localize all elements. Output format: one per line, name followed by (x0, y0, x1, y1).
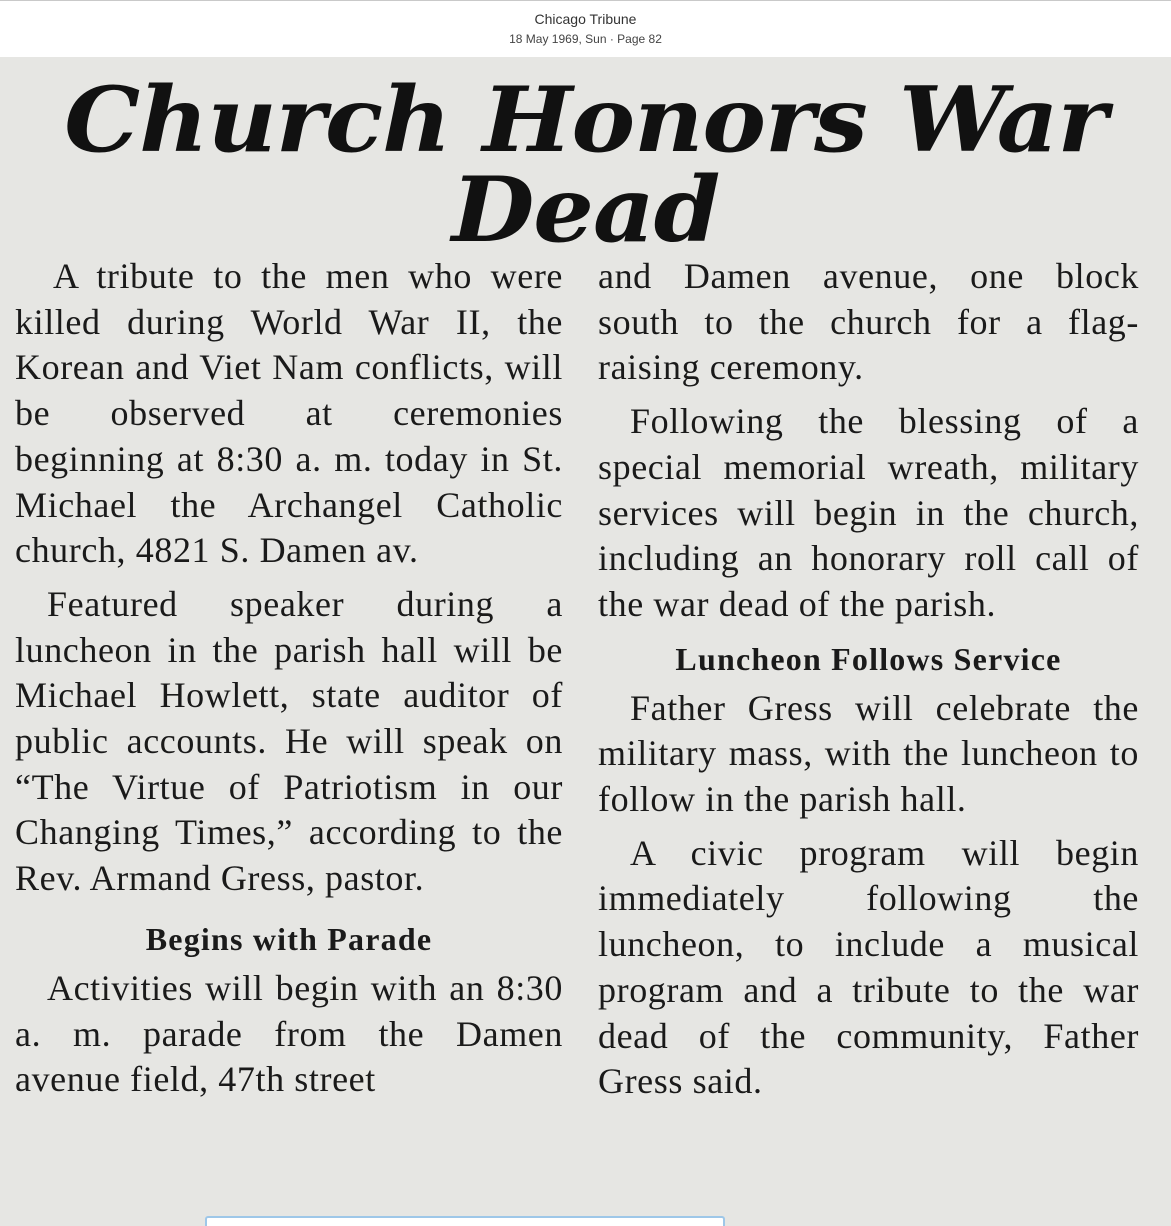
publication-date-page: 18 May 1969, Sun · Page 82 (509, 32, 662, 46)
paragraph: Activities will begin with an 8:30 a. m. parade from the Damen avenue field, 47th street (15, 967, 563, 1100)
subheading: Luncheon Follows Service (675, 640, 1062, 677)
article-headline: Church Honors War Dead (64, 67, 1107, 263)
publication-name[interactable]: Chicago Tribune (534, 11, 637, 27)
paragraph: Father Gress will celebrate the military mass, with the luncheon to follow in the parish hall. (598, 687, 1139, 820)
subheading: Begins with Parade (145, 920, 433, 957)
horizontal-scrollbar[interactable] (205, 1216, 725, 1226)
paragraph: Following the blessing of a special memorial wreath, military services will begin in the church, including an honorary roll call of the war dead of the parish. (598, 401, 1139, 624)
paragraph: Featured speaker during a luncheon in the parish hall will be Michael Howlett, state auditor of public accounts. He will speak on “The Virtue of Patriotism in our Changing Times,” according to the Rev. Armand Gress, pastor. (15, 583, 563, 899)
right-column (598, 254, 1139, 1105)
paragraph: and Damen avenue, one block south to the church for a flag-raising ceremony. (598, 256, 1139, 388)
clipping-header (0, 0, 1171, 58)
paragraph: A civic program will begin immediately following the luncheon, to include a musical program and a tribute to the war dead of the community, Father Gress said. (598, 832, 1139, 1102)
left-column (15, 254, 563, 1103)
paragraph: A tribute to the men who were killed during World War II, the Korean and Viet Nam conflicts, will be observed at ceremonies beginning at 8:30 a. m. today in St. Michael the Archangel Catholic church, 4821 S. Damen av. (15, 256, 563, 571)
article-image (0, 57, 1171, 1226)
